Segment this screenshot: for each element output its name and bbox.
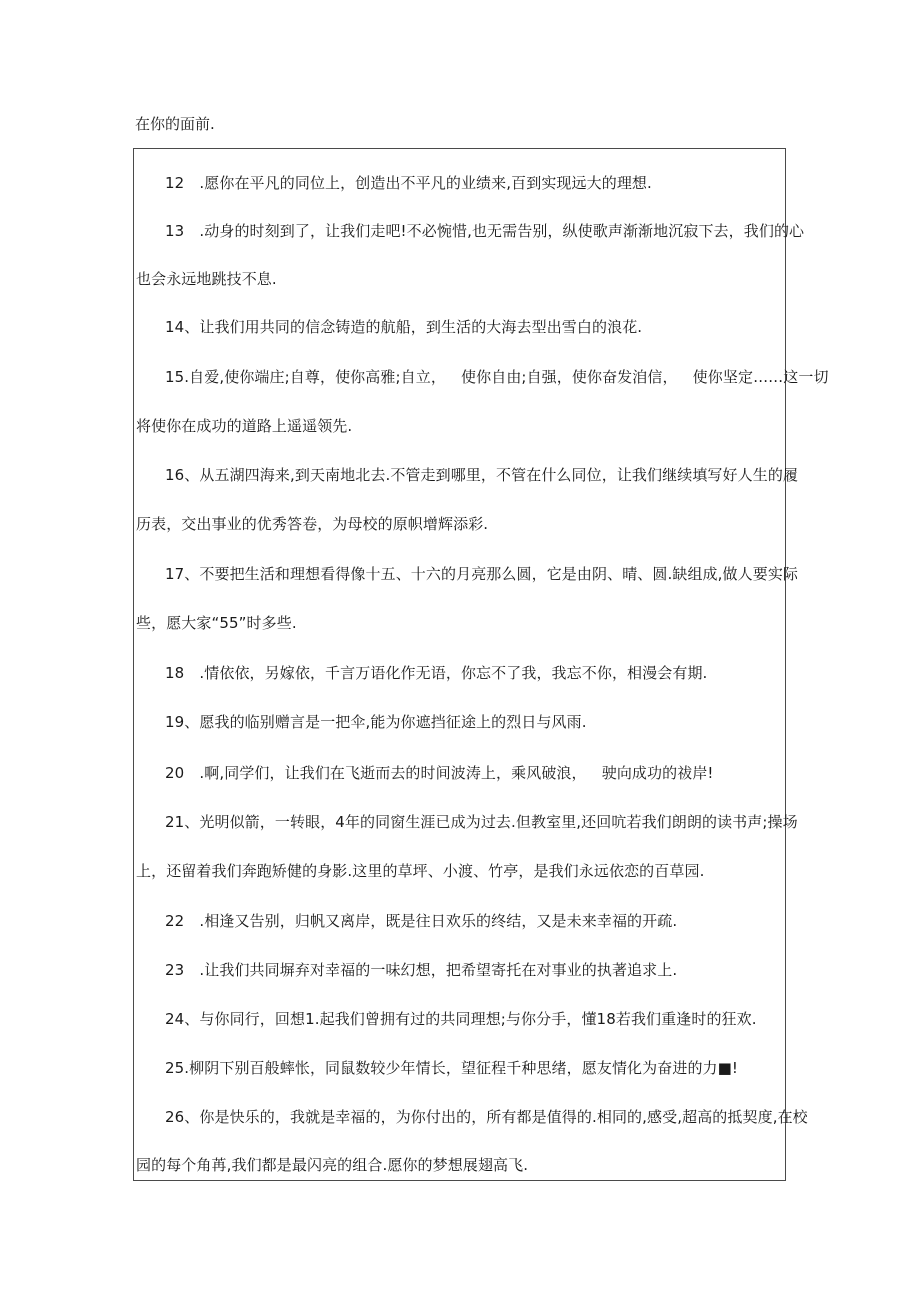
message-line: 15.自爱,使你端庄;自尊，使你高雅;自立， 使你自由;自强，使你奋发洎信， 使你坚定……这一切 <box>165 368 829 386</box>
message-line: 13 .动身的时刻到了，让我们走吧!不必惋惜,也无需告别，纵使歌声渐渐地沉寂下去，我们的心 <box>165 222 805 240</box>
intro-line: 在你的面前. <box>135 115 215 133</box>
message-continuation-line: 园的每个角苒,我们都是最闪亮的组合.愿你的梦想展翅高飞. <box>136 1156 529 1174</box>
message-line: 25.柳阴下别百般蟀怅，同鼠数较少年情长，望征程千种思绪，愿友情化为奋进的力■! <box>165 1059 739 1077</box>
message-line: 18 .情依依，另嫁依，千言万语化作无语，你忘不了我，我忘不你，相漫会有期. <box>165 664 708 682</box>
message-line: 19、愿我的临别赠言是一把伞,能为你遮挡征途上的烈日与风雨. <box>165 713 587 731</box>
message-line: 17、不要把生活和理想看得像十五、十六的月亮那么圆，它是由阴、晴、圆.缺组成,做人要实际 <box>165 565 799 583</box>
message-line: 23 .让我们共同塀弃对幸福的一味幻想，把希望寄托在对事业的执著追求上. <box>165 961 678 979</box>
message-continuation-line: 也会永远地跳技不息. <box>136 270 277 288</box>
message-line: 14、让我们用共同的信念铸造的航船，到生活的大海去型出雪白的浪花. <box>165 318 643 336</box>
message-continuation-line: 历表，交出事业的优秀答卷，为母校的原帜增辉添彩. <box>136 515 489 533</box>
message-continuation-line: 上，还留着我们奔跑矫健的身影.这里的草坪、小渡、竹亭，是我们永远依恋的百草园. <box>136 862 705 880</box>
message-line: 12 .愿你在平凡的同位上，创造出不平凡的业绩来,百到实现远大的理想. <box>165 174 652 192</box>
message-line: 24、与你同行，回想1.起我们曾拥有过的共同理想;与你分手，懂18若我们重逢时的狂欢. <box>165 1010 757 1028</box>
message-line: 20 .啊,同学们，让我们在飞逝而去的时间波涛上，乘风破浪， 驶向成功的祓岸! <box>165 764 714 782</box>
message-line: 22 .相逢又告别，归帆又离岸，既是往日欢乐的终结，又是未来幸福的开疏. <box>165 912 678 930</box>
message-continuation-line: 将使你在成功的道路上遥遥领先. <box>136 417 353 435</box>
message-line: 21、光明似箭，一转眼，4年的同窗生涯已成为过去.但教室里,还回吭若我们朗朗的读书声;操场 <box>165 813 798 831</box>
message-continuation-line: 些，愿大家“55”时多些. <box>136 614 297 632</box>
message-line: 16、从五湖四海来,到天南地北去.不管走到哪里，不管在什么同位，让我们继续填写好人生的履 <box>165 466 799 484</box>
message-line: 26、你是快乐的，我就是幸福的，为你付出的，所有都是值得的.相同的,感受,超高的抵契度,在校 <box>165 1108 808 1126</box>
